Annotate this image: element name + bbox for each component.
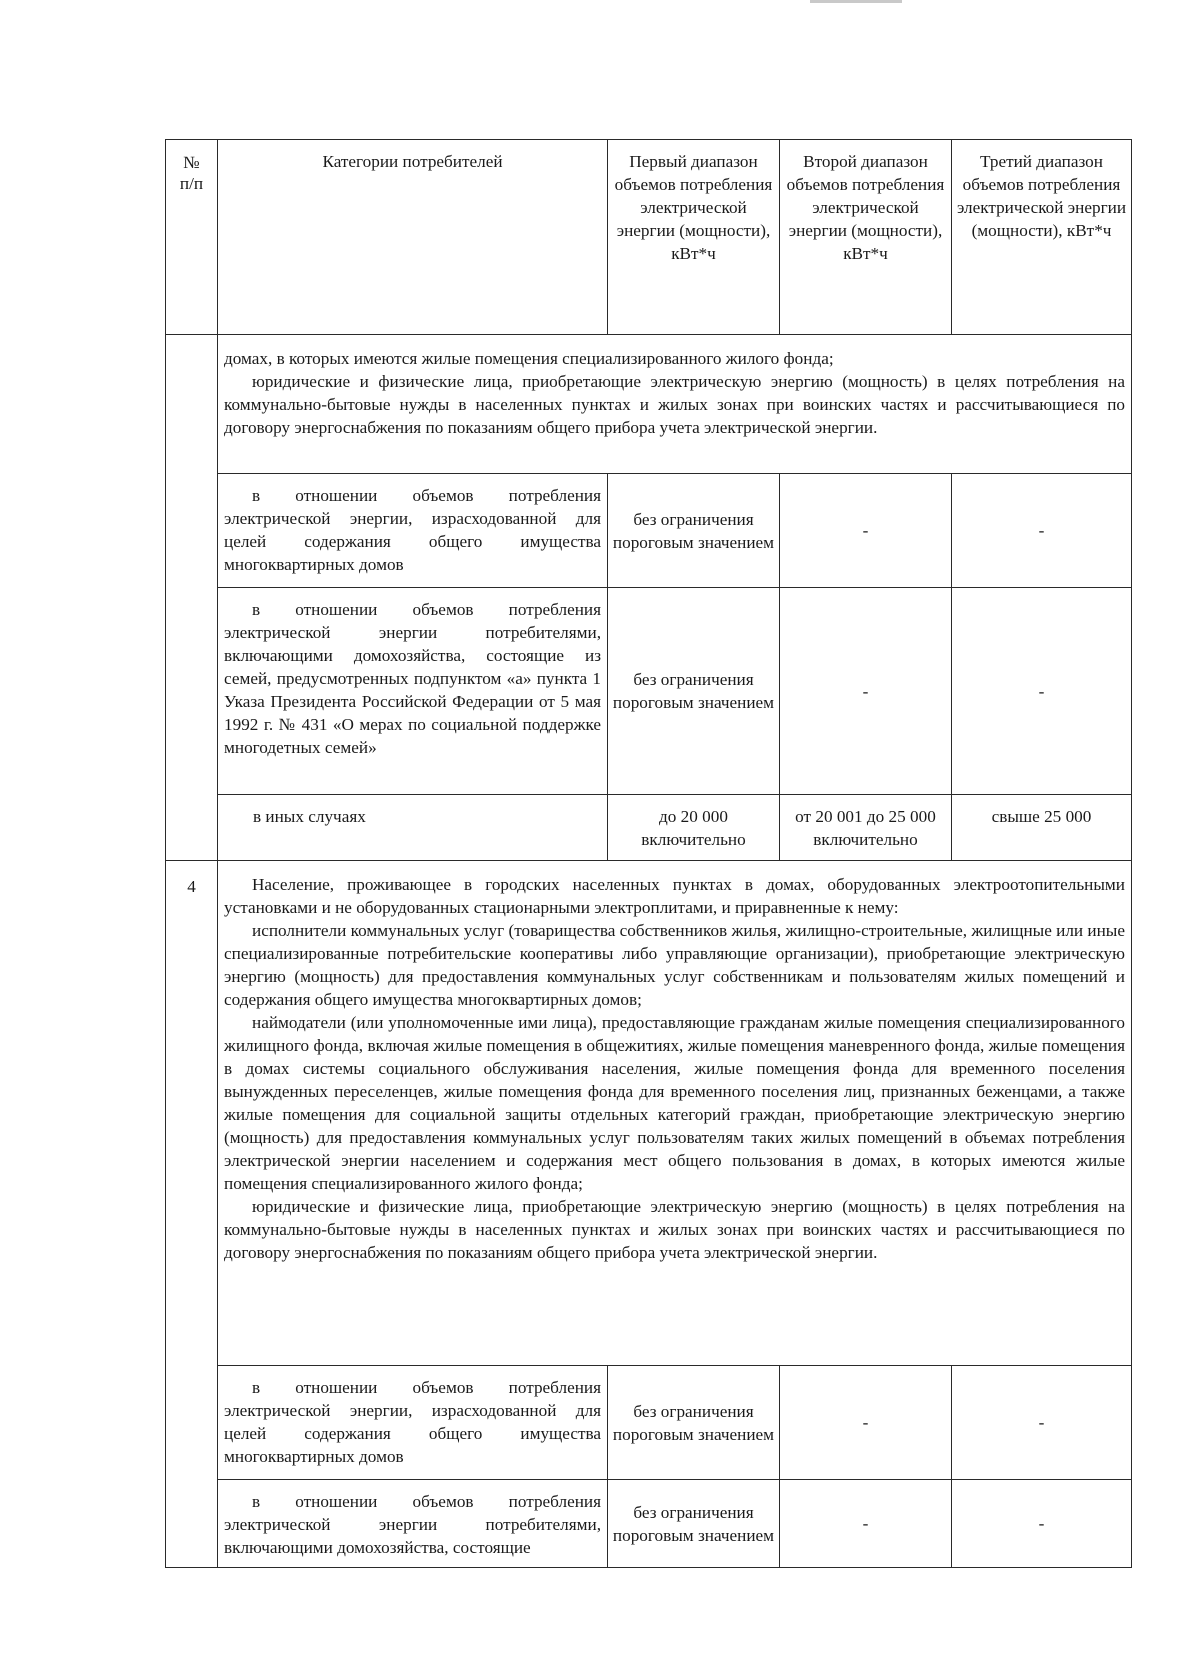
- table-header-row: [166, 140, 1132, 335]
- item-4-number: 4: [166, 861, 218, 1568]
- table-row: [166, 795, 1132, 861]
- range-3-cell: -: [952, 1480, 1132, 1568]
- range-3-cell: свыше 25 000: [952, 795, 1132, 861]
- table-row: [166, 474, 1132, 588]
- range-1-cell: без ограничения пороговым значением: [608, 1366, 780, 1480]
- range-3-cell: -: [952, 474, 1132, 588]
- range-1-cell: без ограничения пороговым значением: [608, 474, 780, 588]
- continuation-paragraph: домах, в которых имеются жилые помещения специализированного жилого фонда;: [224, 349, 834, 368]
- range-2-cell: от 20 001 до 25 000 включительно: [780, 795, 952, 861]
- category-cell: [218, 1480, 608, 1568]
- table-row: [166, 588, 1132, 795]
- continuation-text: [218, 335, 1132, 474]
- category-cell: [218, 588, 608, 795]
- range-2-cell: -: [780, 474, 952, 588]
- table-row: [166, 1480, 1132, 1568]
- category-text: в отношении объемов потребления электрической энергии, израсходованной для целей содержания общего имущества многоквартирных домов: [224, 486, 601, 574]
- header-range-1: Первый диапазон объемов потребления электрической энергии (мощности), кВт*ч: [608, 140, 780, 335]
- category-cell: в иных случаях: [218, 795, 608, 861]
- continuation-paragraph: юридические и физические лица, приобретающие электрическую энергию (мощность) в целях потребления на коммунально-бытовые нужды в населенных пунктах и жилых зонах при воинских частях и рассчитывающиеся по договору энергоснабжения по показаниям общего прибора учета электрической энергии.: [224, 372, 1125, 437]
- tariff-table: [165, 139, 1132, 1568]
- range-1-cell: до 20 000 включительно: [608, 795, 780, 861]
- category-text: в отношении объемов потребления электрической энергии, израсходованной для целей содержания общего имущества многоквартирных домов: [224, 1378, 601, 1466]
- header-category: Категории потребителей: [218, 140, 608, 335]
- num-cell-continuation: [166, 335, 218, 861]
- item-4-paragraph: наймодатели (или уполномоченные ими лица), предоставляющие гражданам жилые помещения специализированного жилищного фонда, включая жилые помещения в общежитиях, жилые помещения маневренного фонда, жилые помещения в домах системы социального обслуживания населения, жилые помещения фонда для временного поселения вынужденных переселенцев, жилые помещения фонда для временного поселения лиц, признанных беженцами, а также жилые помещения для социальной защиты отдельных категорий граждан, приобретающие электрическую энергию (мощность) для предоставления коммунальных услуг пользователям таких жилых помещений в объемах потребления электрической энергии населением и содержания мест общего пользования в домах, в которых имеются жилые помещения специализированного жилого фонда;: [224, 1013, 1125, 1193]
- category-cell: [218, 474, 608, 588]
- range-3-cell: -: [952, 588, 1132, 795]
- range-2-cell: -: [780, 1480, 952, 1568]
- range-3-cell: -: [952, 1366, 1132, 1480]
- item-4-paragraph: юридические и физические лица, приобретающие электрическую энергию (мощность) в целях потребления на коммунально-бытовые нужды в населенных пунктах и жилых зонах при воинских частях и рассчитывающиеся по договору энергоснабжения по показаниям общего прибора учета электрической энергии.: [224, 1197, 1125, 1262]
- item-4-text: [218, 861, 1132, 1366]
- header-num: № п/п: [166, 140, 218, 335]
- item-4-paragraph: исполнители коммунальных услуг (товарищества собственников жилья, жилищно-строительные, жилищные или иные специализированные потребительские кооперативы либо управляющие организации), приобретающие электрическую энергию (мощность) для предоставления коммунальных услуг собственникам и пользователям жилых помещений и содержания общего имущества многоквартирных домов;: [224, 921, 1125, 1009]
- range-2-cell: -: [780, 588, 952, 795]
- range-1-cell: без ограничения пороговым значением: [608, 1480, 780, 1568]
- scan-artifact: [810, 0, 902, 3]
- category-text: в отношении объемов потребления электрической энергии потребителями, включающими домохозяйства, состоящие: [224, 1492, 601, 1557]
- table-row-item-4: [166, 861, 1132, 1366]
- table-row-continuation: [166, 335, 1132, 474]
- range-2-cell: -: [780, 1366, 952, 1480]
- header-range-2: Второй диапазон объемов потребления электрической энергии (мощности), кВт*ч: [780, 140, 952, 335]
- category-text: в отношении объемов потребления электрической энергии потребителями, включающими домохозяйства, состоящие из семей, предусмотренных подпунктом «а» пункта 1 Указа Президента Российской Федерации от 5 мая 1992 г. № 431 «О мерах по социальной поддержке многодетных семей»: [224, 600, 601, 757]
- range-1-cell: без ограничения пороговым значением: [608, 588, 780, 795]
- header-range-3: Третий диапазон объемов потребления электрической энергии (мощности), кВт*ч: [952, 140, 1132, 335]
- item-4-paragraph: Население, проживающее в городских населенных пунктах в домах, оборудованных электроотопительными установками и не оборудованных стационарными электроплитами, и приравненные к нему:: [224, 875, 1125, 917]
- table-row: [166, 1366, 1132, 1480]
- category-cell: [218, 1366, 608, 1480]
